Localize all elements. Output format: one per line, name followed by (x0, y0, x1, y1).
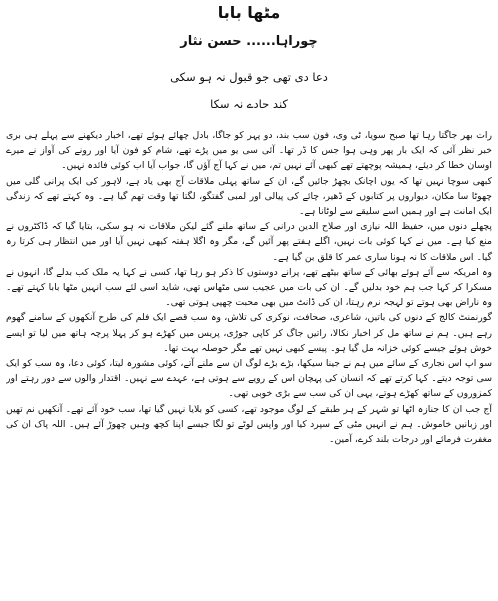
body-paragraph: پچھلے دنوں میں، حفیظ اللہ نیازی اور صلاح الدین درانی کے ساتھ ملنے گئے لیکن ملاقات نہ ہو سکی، بتایا گیا کہ ڈاکٹروں نے منع کیا ہے۔ میں نے کہا کوئی بات نہیں، اگلے ہفتے پھر آئیں گے، مگر وہ اگلا ہفتہ کبھی نہیں آیا اور میں انتظار ہی کرتا رہ گیا۔ اس ملاقات کا نہ ہونا ساری عمر کا قلق بن گیا ہے۔ (6, 221, 492, 263)
couplet-line-1: دعا دی تھی جو قبول نہ ہو سکی (170, 70, 328, 84)
body-paragraph: آج جب ان کا جنازہ اٹھا تو شہر کے ہر طبقے کے لوگ موجود تھے، کسی کو بلایا نہیں گیا تھا، سب خود آئے تھے۔ آنکھیں نم تھیں اور زبانیں خاموش۔ ہم نے انہیں مٹی کے سپرد کیا اور واپس لوٹے تو لگا جیسے اپنا کچھ وہیں چھوڑ آئے ہیں۔ اللہ پاک ان کی مغفرت فرمائے اور درجات بلند کرے، آمین۔ (6, 403, 492, 446)
column-title: مٹھا بابا (217, 3, 281, 22)
body-paragraph: وہ امریکہ سے آئے ہوئے بھائی کے ساتھ بیٹھے تھے، پرانے دوستوں کا ذکر ہو رہا تھا، کسی نے کہا یہ ملک کب بدلے گا، انہوں نے مسکرا کر کہا جب ہم خود بدلیں گے۔ ان کی بات میں عجیب سی مٹھاس تھی، شاید اسی لئے سب انہیں مٹھا بابا کہتے تھے۔ وہ ناراض بھی ہوتے تو لہجہ نرم رہتا، ان کی ڈانٹ میں بھی محبت چھپی ہوتی تھی۔ (6, 266, 492, 309)
author-byline: چوراہا...... حسن نثار (180, 34, 318, 49)
couplet-line-2: کند حادے نہ سکا (210, 97, 288, 111)
body-paragraph: رات بھر جاگتا رہا تھا صبح سویا، ٹی وی، فون سب بند، دو پہر کو جاگا، بادل چھائے ہوئے تھے، اخبار دیکھنے سے پہلے ہی بری خبر نظر آئی کہ ایک بار پھر وہی ہوا جس کا ڈر تھا۔ آئی سی یو میں پڑے تھے، شام کو فون آیا اور رونے کی آواز نے میرے اوسان خطا کر دیئے، ہمیشہ پوچھتے تھے کبھی آئے نہیں تم، میں نے کہا آج آؤں گا، جواب آیا اب کوئی فائدہ نہیں۔ (6, 130, 492, 172)
body-paragraph: کبھی سوچا نہیں تھا کہ یوں اچانک بچھڑ جائیں گے، ان کے ساتھ پہلی ملاقات آج بھی یاد ہے، لاہور کی ایک پرانی گلی میں چھوٹا سا مکان، دیواروں پر کتابوں کے ڈھیر، چائے کی پیالی اور لمبی گفتگو، لگتا تھا وقت تھم گیا ہے۔ وہ کہتے تھے کہ زندگی ایک امانت ہے اور ہمیں اسے سلیقے سے لوٹانا ہے۔ (6, 175, 492, 218)
body-paragraph: سو اپ اس نجاری کے سائے میں ہم نے جینا سیکھا، بڑے بڑے لوگ ان سے ملنے آتے، کوئی مشورہ لیتا، کوئی دعا، وہ سب کو ایک سی توجہ دیتے۔ کہا کرتے تھے کہ انسان کی پہچان اس کے رویے سے ہوتی ہے، عہدے سے نہیں۔ اقتدار والوں سے دور رہتے اور کمزوروں کے ساتھ کھڑے ہوتے، یہی ان کی سب سے بڑی خوبی تھی۔ (6, 358, 492, 400)
body-paragraph: گورنمنٹ کالج کے دنوں کی باتیں، شاعری، صحافت، نوکری کی تلاش، وہ سب قصے ایک فلم کی طرح آنکھوں کے سامنے گھوم رہے ہیں۔ ہم نے ساتھ مل کر اخبار نکالا، راتیں جاگ کر کاپی جوڑی، پریس میں کھڑے ہو کر پہلا پرچہ ہاتھ میں لیا تو ایسے خوش ہوئے جیسے کوئی خزانہ مل گیا ہو۔ پیسے کبھی نہیں تھے مگر حوصلہ بہت تھا۔ (6, 312, 492, 354)
article-body (6, 128, 492, 597)
